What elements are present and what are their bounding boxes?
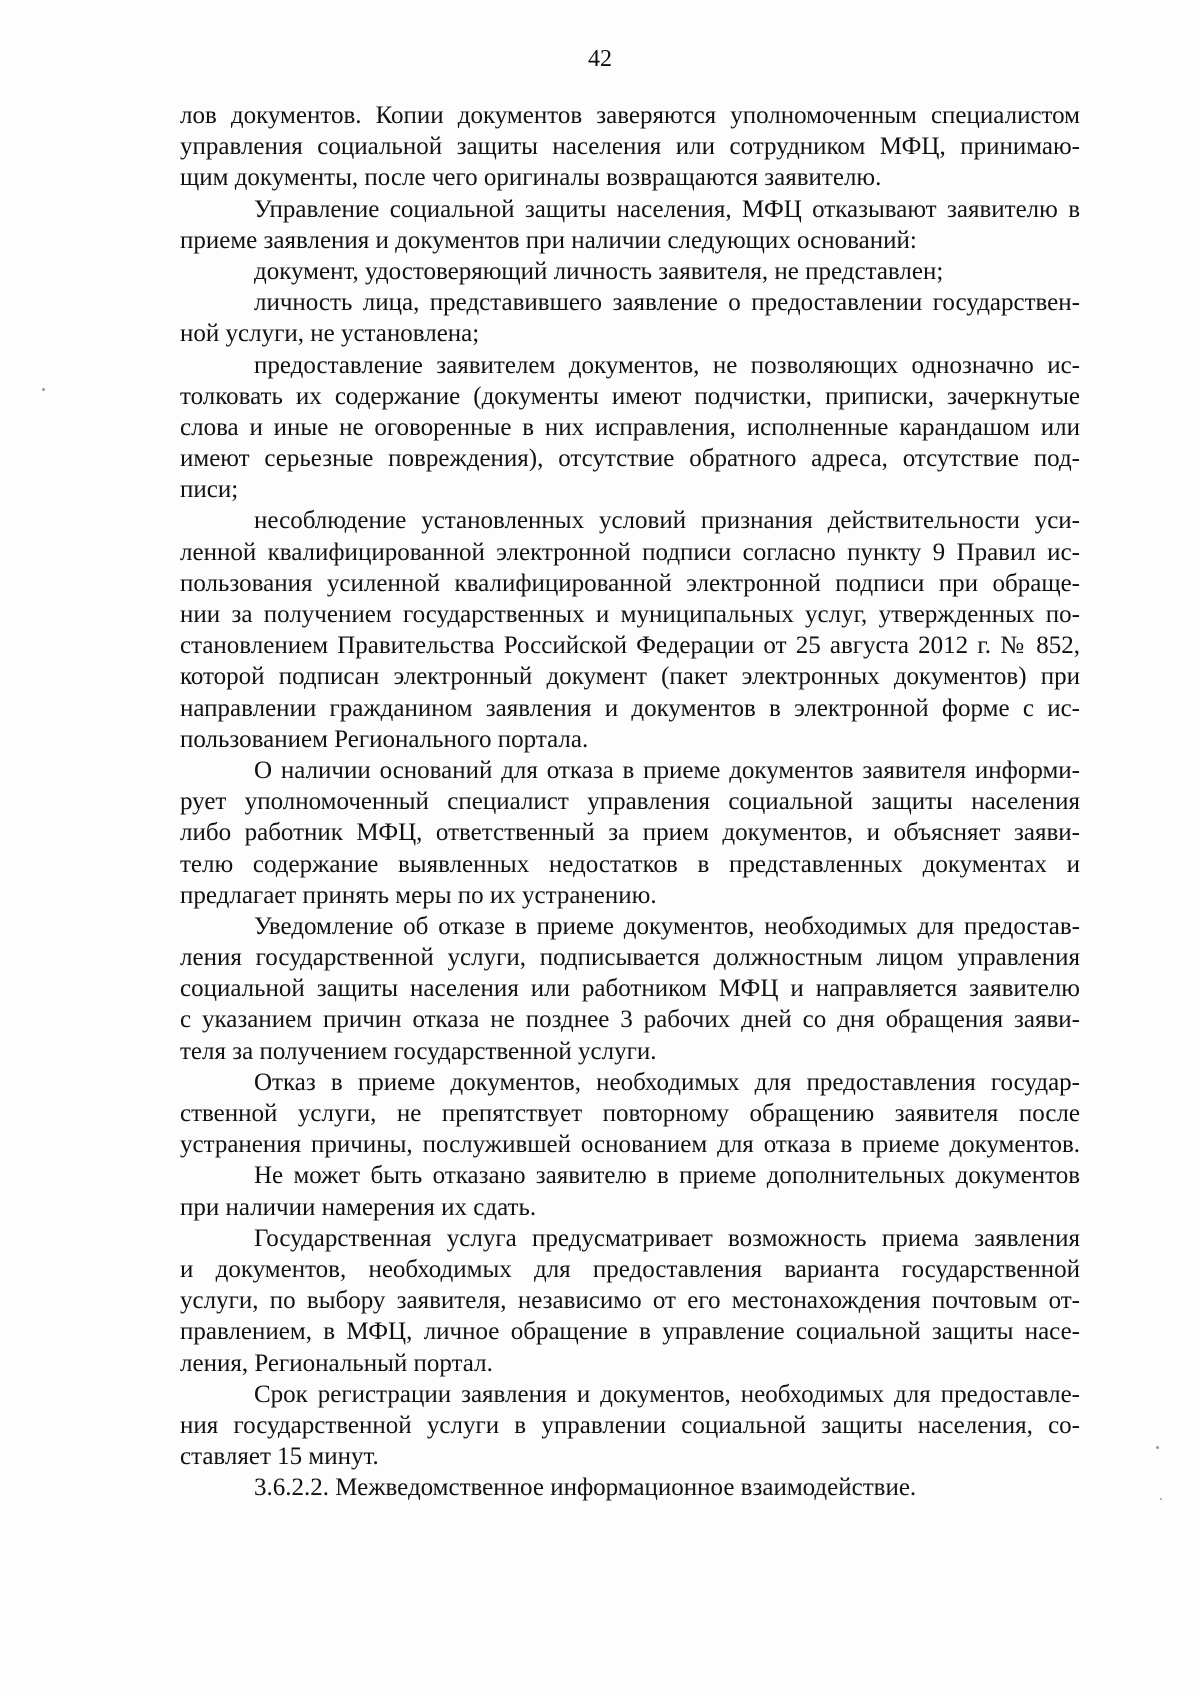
text-line: становлением Правительства Российской Федерации от 25 августа 2012 г. № 852,: [180, 632, 1080, 660]
text-line: которой подписан электронный документ (пакет электронных документов) при: [180, 663, 1080, 691]
text-line: предлагает принять меры по их устранению.: [180, 881, 657, 909]
text-line: ления государственной услуги, подписывается должностным лицом управления: [180, 944, 1080, 972]
text-line: толковать их содержание (документы имеют подчистки, приписки, зачеркнутые: [180, 382, 1080, 410]
text-line: рует уполномоченный специалист управления социальной защиты населения: [180, 788, 1080, 816]
text-line: управления социальной защиты населения или сотрудником МФЦ, принимаю-: [180, 133, 1080, 161]
text-line: и документов, необходимых для предоставления варианта государственной: [180, 1255, 1080, 1283]
text-line: щим документы, после чего оригиналы возвращаются заявителю.: [180, 164, 882, 192]
scan-speck: [42, 388, 45, 391]
text-line: устранения причины, послужившей основанием для отказа в приеме документов.: [180, 1131, 1080, 1159]
text-line: пользованием Регионального портала.: [180, 725, 589, 753]
text-line: услуги, по выбору заявителя, независимо от его местонахождения почтовым от-: [180, 1287, 1080, 1315]
text-line: писи;: [180, 476, 239, 504]
text-line: ставляет 15 минут.: [180, 1443, 379, 1471]
text-line: приеме заявления и документов при наличии следующих оснований:: [180, 226, 917, 254]
text-line: либо работник МФЦ, ответственный за прием документов, и объясняет заяви-: [180, 819, 1080, 847]
text-line: ственной услуги, не препятствует повторному обращению заявителя после: [180, 1100, 1080, 1127]
scan-speck: [1160, 1498, 1162, 1500]
text-line: ления, Региональный портал.: [180, 1349, 493, 1377]
text-line: Отказ в приеме документов, необходимых для предоставления государ-: [254, 1068, 1080, 1096]
text-line: ной услуги, не установлена;: [180, 320, 480, 348]
text-line: предоставление заявителем документов, не позволяющих однозначно ис-: [254, 351, 1080, 379]
text-line: Срок регистрации заявления и документов, необходимых для предоставле-: [254, 1380, 1080, 1408]
text-line: Государственная услуга предусматривает возможность приема заявления: [254, 1224, 1080, 1252]
text-line: лов документов. Копии документов заверяются уполномоченным специалистом: [180, 102, 1080, 129]
text-line: слова и иные не оговоренные в них исправления, исполненные карандашом или: [180, 413, 1080, 441]
text-line: 3.6.2.2. Межведомственное информационное взаимодействие.: [254, 1474, 917, 1502]
text-line: Управление социальной защиты населения, МФЦ отказывают заявителю в: [254, 195, 1080, 223]
text-line: Уведомление об отказе в приеме документов, необходимых для предостав-: [254, 912, 1080, 940]
page-number: 42: [588, 46, 612, 72]
text-line: несоблюдение установленных условий признания действительности уси-: [254, 507, 1080, 535]
scan-speck: [1156, 1446, 1159, 1449]
text-line: с указанием причин отказа не позднее 3 рабочих дней со дня обращения заяви-: [180, 1006, 1080, 1034]
text-line: Не может быть отказано заявителю в приеме дополнительных документов: [254, 1162, 1080, 1190]
text-line: при наличии намерения их сдать.: [180, 1193, 537, 1221]
text-line: О наличии оснований для отказа в приеме документов заявителя информи-: [254, 756, 1080, 784]
text-line: документ, удостоверяющий личность заявителя, не представлен;: [254, 257, 944, 285]
text-line: нии за получением государственных и муниципальных услуг, утвержденных по-: [180, 601, 1080, 628]
body-text: [180, 100, 1080, 1503]
text-line: теля за получением государственной услуги.: [180, 1037, 657, 1065]
text-line: правлением, в МФЦ, личное обращение в управление социальной защиты насе-: [180, 1318, 1080, 1346]
text-line: ния государственной услуги в управлении социальной защиты населения, со-: [180, 1411, 1080, 1439]
text-line: телю содержание выявленных недостатков в представленных документах и: [180, 850, 1080, 878]
text-line: пользования усиленной квалифицированной электронной подписи при обраще-: [180, 569, 1080, 597]
text-line: личность лица, представившего заявление о предоставлении государствен-: [254, 289, 1080, 317]
text-line: ленной квалифицированной электронной подписи согласно пункту 9 Правил ис-: [180, 538, 1080, 566]
text-line: направлении гражданином заявления и документов в электронной форме с ис-: [180, 694, 1080, 722]
text-line: социальной защиты населения или работником МФЦ и направляется заявителю: [180, 975, 1080, 1003]
text-line: имеют серьезные повреждения), отсутствие обратного адреса, отсутствие под-: [180, 445, 1080, 473]
